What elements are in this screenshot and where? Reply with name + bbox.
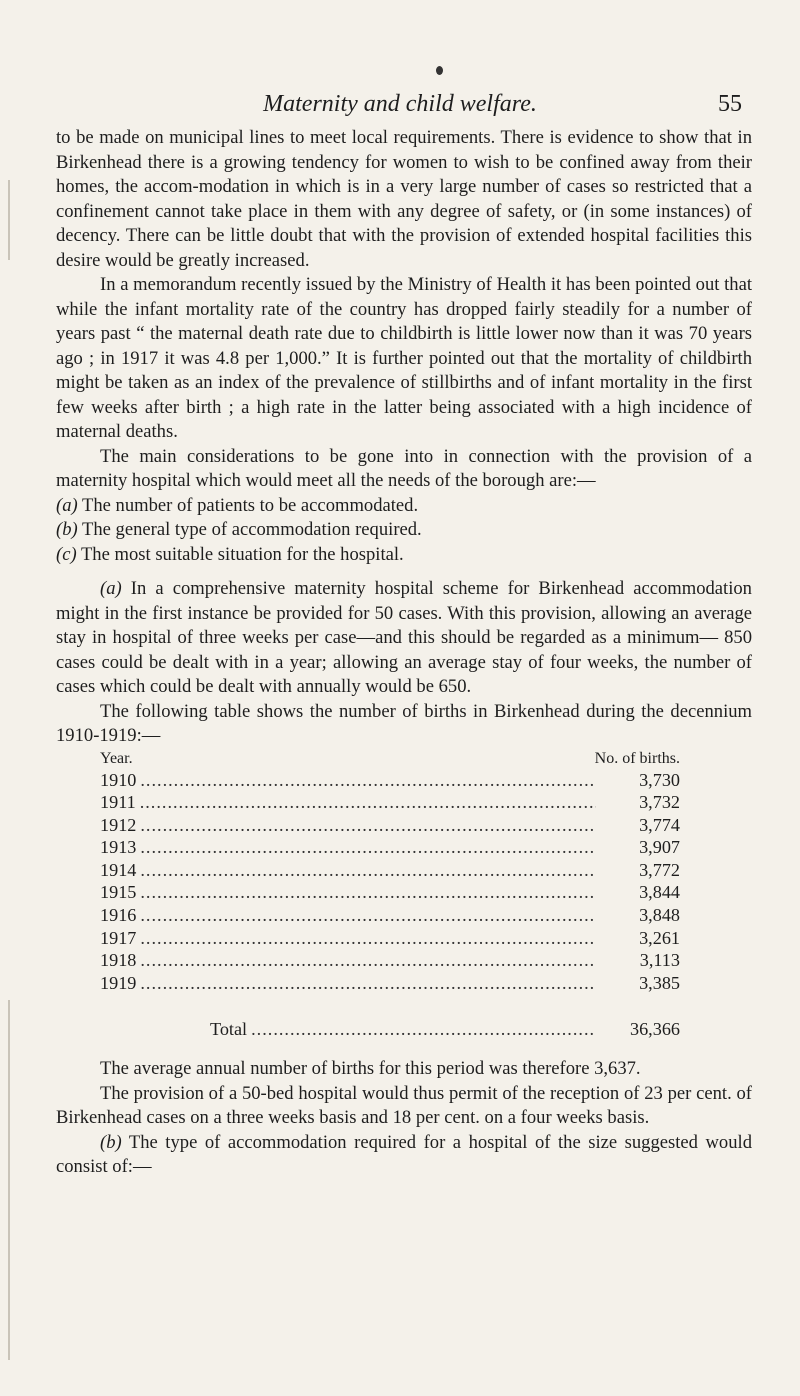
births-cell: 3,848 [639,905,680,926]
dot-leader [140,904,596,927]
consideration-text: The general type of accommodation required. [82,519,422,540]
running-head: Maternity and child welfare. [263,91,537,117]
table-row [100,881,680,904]
body-text [56,126,752,1180]
consideration-item [56,518,752,543]
section-b-text: The type of accommodation required for a hospital of the size suggested would consist of:— [56,1131,752,1178]
paragraph: In a memorandum recently issued by the Ministry of Health it has been pointed out that while the infant mortality rate of the country has dropped fairly steadily for a number of years past “ the maternal death rate due to childbirth is little lower now than it was 70 years ago ; in 1917 it was 4.8 per 1,000.” It is further pointed out that the mortality of childbirth might be taken as an index of the prevalence of stillbirths and of infant mortality in the first few weeks after birth ; a high rate in the latter being associated with a high incidence of maternal deaths. [56,274,752,442]
year-cell: 1917 [100,927,137,948]
consideration-label: (b) [56,519,78,540]
table-row [100,836,680,859]
section-a-paragraph [56,577,752,700]
births-table [100,749,680,1042]
year-cell: 1916 [100,905,137,926]
consideration-item [56,543,752,568]
total-value: 36,366 [629,1019,680,1040]
paragraph: to be made on municipal lines to meet local requirements. There is evidence to show that in Birkenhead there is a growing tendency for women to wish to be confined away from their homes, the accom-modation in which is in a very large number of cases so restricted that a confinement cannot take place in them with any degree of safety, or (in some instances) of decency. There can be little doubt that with the provision of extended hospital facilities this desire would be greatly increased. [56,127,752,271]
dot-leader [140,881,596,904]
table-row [100,927,680,950]
births-cell: 3,732 [639,792,680,813]
consideration-text: The number of patients to be accommodated. [82,494,419,516]
table-row [100,859,680,882]
births-cell: 3,730 [639,769,680,790]
consideration-text: The most suitable situation for the hospital. [80,543,404,565]
scan-edge-mark [8,1000,10,1360]
table-row [100,814,680,837]
column-header-year: Year. [100,749,133,767]
page-number: 55 [718,91,742,117]
year-cell: 1914 [100,859,137,880]
table-row [100,972,680,995]
year-cell: 1913 [100,837,137,858]
section-b-paragraph [56,1131,752,1180]
births-cell: 3,907 [639,837,680,858]
table-row [100,949,680,972]
dot-leader [140,859,596,882]
print-mark [436,66,443,75]
table-row [100,791,680,814]
year-cell: 1915 [100,882,137,903]
dot-leader [140,972,596,995]
section-a-text: In a comprehensive maternity hospital scheme for Birkenhead accommodation might in the first instance be provided for 50 cases. With this provision, allowing an average stay in hospital of three weeks per case—and this should be regarded as a minimum— 850 cases could be dealt with in a year; allowing an average stay of four weeks, the number of cases which could be dealt with annually would be 650. [56,578,752,697]
births-cell: 3,772 [639,859,680,880]
table-row [100,904,680,927]
consideration-label: (c) [56,543,77,565]
table-header [100,749,680,769]
consideration-label: (a) [56,494,78,516]
total-label: Total [210,1019,248,1040]
table-total-row [100,1018,680,1041]
table-row [100,769,680,792]
section-a-label: (a) [100,578,122,599]
year-cell: 1910 [100,769,137,790]
scan-edge-mark [8,180,10,260]
dot-leader [140,791,596,814]
column-header-births: No. of births. [594,749,680,767]
dot-leader [251,1018,596,1041]
dot-leader [140,927,596,950]
births-cell: 3,844 [639,882,680,903]
paragraph: The main considerations to be gone into in connection with the provision of a maternity hospital which would meet all the needs of the borough are:— [56,445,752,491]
dot-leader [140,836,596,859]
paragraph: The average annual number of births for this period was therefore 3,637. [100,1058,641,1080]
dot-leader [140,949,596,972]
year-cell: 1919 [100,972,137,993]
paragraph: The provision of a 50-bed hospital would thus permit of the reception of 23 per cent. of Birkenhead cases on a three weeks basis and 18 per cent. on a four weeks basis. [56,1082,752,1129]
year-cell: 1911 [100,792,136,813]
page-header [30,88,770,120]
table-intro: The following table shows the number of births in Birkenhead during the decennium 1910-1919:— [56,700,752,746]
births-cell: 3,113 [639,950,680,971]
section-b-label: (b) [100,1131,122,1153]
year-cell: 1918 [100,950,137,971]
consideration-item [56,494,752,519]
dot-leader [140,814,596,837]
births-cell: 3,774 [639,814,680,835]
births-cell: 3,261 [639,927,680,948]
dot-leader [140,769,596,792]
year-cell: 1912 [100,814,137,835]
births-cell: 3,385 [639,972,680,993]
